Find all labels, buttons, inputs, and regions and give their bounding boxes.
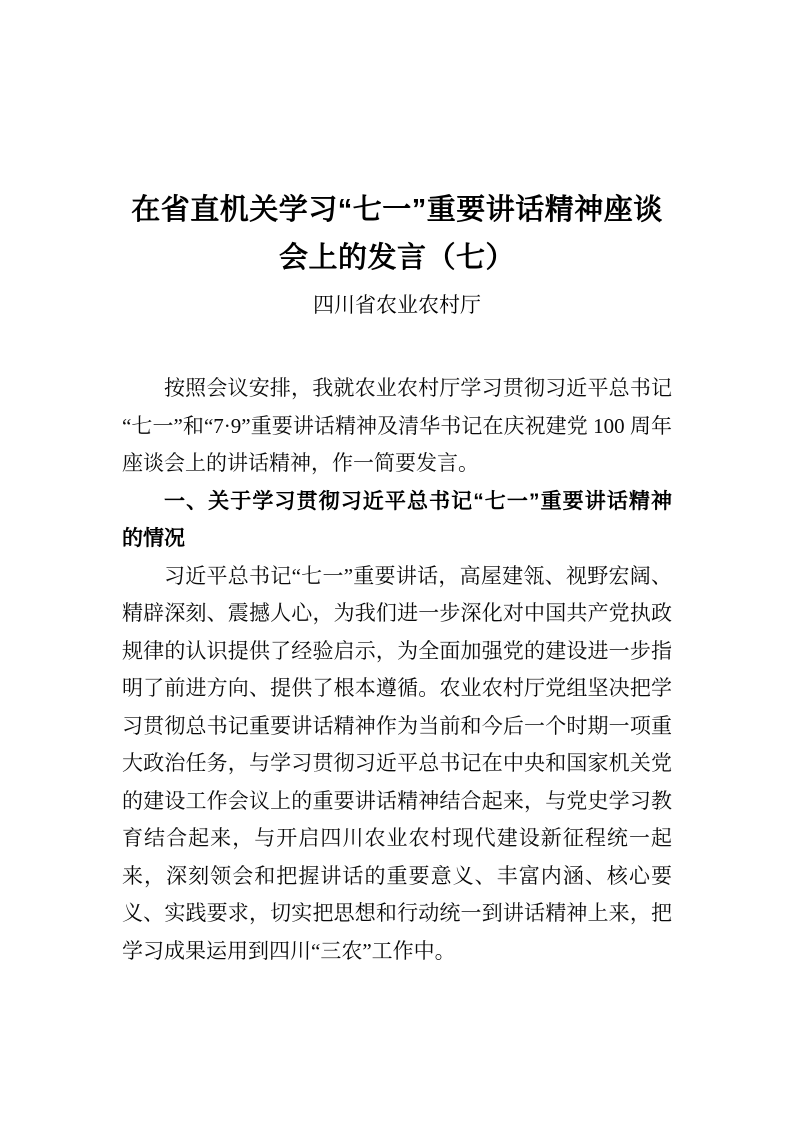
document-content: [122, 0, 672, 970]
document-body: [122, 370, 672, 970]
intro-paragraph: 按照会议安排，我就农业农村厅学习贯彻习近平总书记“七一”和“7·9”重要讲话精神及清华书记在庆祝建党 100 周年座谈会上的讲话精神，作一简要发言。: [122, 376, 672, 475]
document-title: 在省直机关学习“七一”重要讲话精神座谈会上的发言（七）: [131, 194, 663, 274]
section-heading: 一、关于学习贯彻习近平总书记“七一”重要讲话精神 的情况: [122, 489, 672, 550]
section-body-paragraph: 习近平总书记“七一”重要讲话，高屋建瓴、视野宏阔、精辟深刻、震撼人心，为我们进一步深化对中国共产党执政规律的认识提供了经验启示，为全面加强党的建设进一步指明了前进方向、提供了根本遵循。农业农村厅党组坚决把学习贯彻总书记重要讲话精神作为当前和今后一个时期一项重大政治任务，与学习贯彻习近平总书记在中央和国家机关党的建设工作会议上的重要讲话精神结合起来，与党史学习教育结合起来，与开启四川农业农村现代建设新征程统一起来，深刻领会和把握讲话的重要意义、丰富内涵、核心要义、实践要求，切实把思想和行动统一到讲话精神上来，把学习成果运用到四川“三农”工作中。: [122, 563, 672, 963]
document-author: 四川省农业农村厅: [313, 293, 481, 317]
